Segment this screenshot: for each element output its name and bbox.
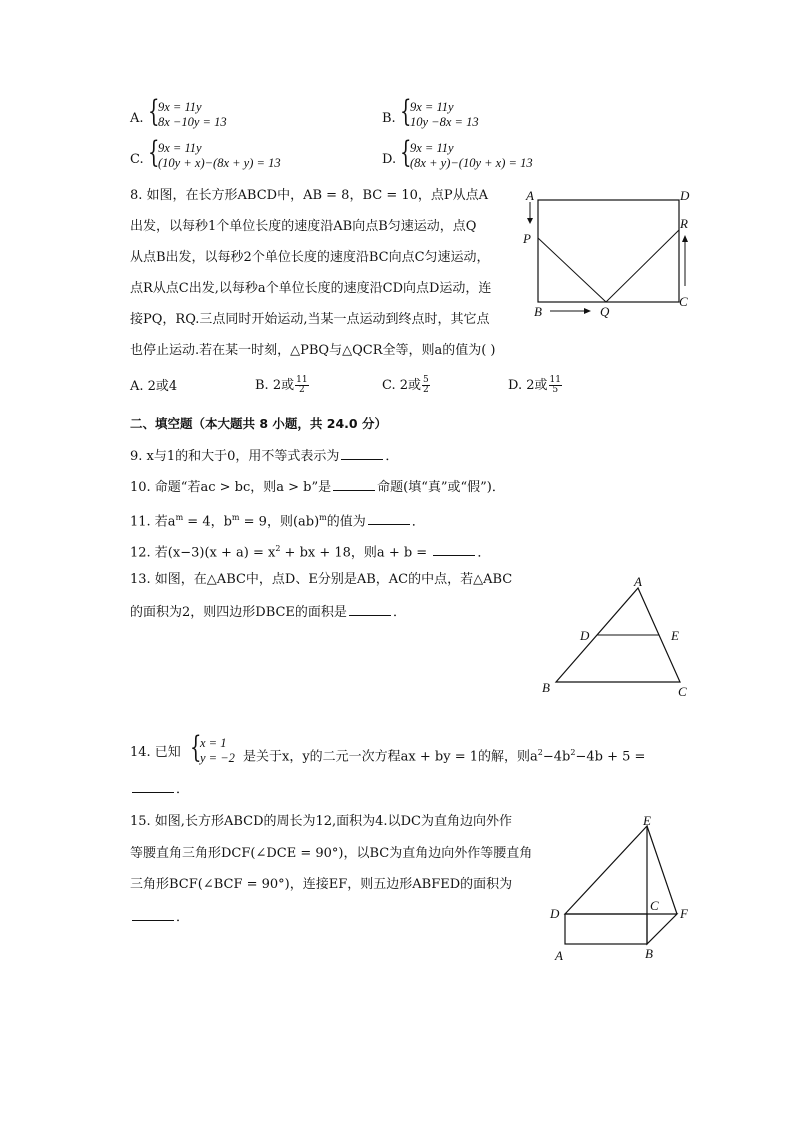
label-b: B [542,680,550,695]
q15-answer: ． [130,908,189,927]
brace-icon: { [400,94,412,129]
q15-line1: 15. 如图,长方形ABCD的周长为12,面积为4.以DC为直角边向外作 [130,814,512,829]
q7-option-d-label: D. [382,152,397,167]
q8-line1: 8. 如图，在长方形ABCD中，AB = 8，BC = 10，点P从点A [130,188,489,203]
q7-a-eq2: 8x −10y = 13 [158,115,227,129]
arrow-ab-head-icon [527,218,533,224]
brace-icon: { [190,730,202,765]
label-r: R [680,216,688,231]
q14-answer: ． [130,780,189,799]
q13-answer-blank[interactable] [349,603,391,616]
q15-answer-blank[interactable] [132,908,174,921]
q7-d-eq2: (8x + y)−(10y + x) = 13 [410,156,533,170]
brace-icon: { [400,135,412,170]
q8-line5: 接PQ，RQ.三点同时开始运动,当某一点运动到终点时，其它点 [130,312,490,327]
q7-d-eq1: 9x = 11y [410,141,454,155]
label-c: C [678,684,687,699]
label-a: A [634,574,642,589]
q14-prefix: 14. 已知 [130,745,181,760]
arrow-cd-head-icon [682,235,688,242]
q11: 11. 若$a^m = 4$，$b^m = 9$，则(ab)$^m$的值为 ． [130,513,425,530]
label-a: A [526,188,534,203]
q8-option-d: D. 2或 $\frac{11}{5}$ [508,375,561,395]
label-d: D [580,628,590,643]
q15-pentagon-figure [545,812,705,968]
q15-line2: 等腰直角三角形DCF(∠DCE = 90°)，以BC为直角边向外作等腰直角 [130,846,533,861]
q7-option-a-label: A. [130,111,144,126]
q8-line3: 从点B出发，以每秒2个单位长度的速度沿BC向点C匀速运动， [130,250,490,265]
label-f: F [680,906,688,921]
q10: 10. 命题“若ac > bc，则a > b”是 命题(填“真”或“假”)． [130,480,505,495]
q7-option-b-label: B. [382,111,396,126]
q14-eq2: y = −2 [200,751,235,765]
q9: 9. x与1的和大于0，用不等式表示为 ． [130,449,399,464]
label-p: P [523,231,531,246]
q13-line1: 13. 如图，在△ABC中，点D、E分别是AB，AC的中点，若△ABC [130,572,513,587]
label-c: C [650,898,659,913]
q8-line2: 出发，以每秒1个单位长度的速度沿AB向点B匀速运动，点Q [130,219,477,234]
q8-line6: 也停止运动.若在某一时刻，△PBQ与△QCR全等，则a的值为( ) [130,343,496,358]
q7-option-c-label: C. [130,152,144,167]
q13-triangle-figure [538,572,698,700]
q7-c-eq1: 9x = 11y [158,141,202,155]
label-d: D [550,906,560,921]
q8-option-c: C. 2或 $\frac{5}{2}$ [382,375,429,395]
q14-answer-blank[interactable] [132,780,174,793]
label-d: D [680,188,690,203]
q15-line3: 三角形BCF(∠BCF = 90°)，连接EF，则五边形ABFED的面积为 [130,877,513,892]
brace-icon: { [148,135,160,170]
arrow-bc-head-icon [584,308,591,314]
label-b: B [534,304,542,319]
label-c: C [679,294,688,309]
q12: 12. 若$(x-3)(x + a) = x^2$ + bx + 18，则a + b = ． [130,544,491,561]
q11-answer-blank[interactable] [368,512,410,525]
segment-pq [538,238,606,302]
label-b: B [645,946,653,961]
triangle-bcf [647,914,677,944]
q8-option-b: B. 2或 $\frac{11}{2}$ [255,375,308,395]
q8-d-fraction: $\frac{11}{5}$ [549,375,561,395]
q8-rectangle-figure [520,186,700,320]
q8-line4: 点R从点C出发,以每秒a个单位长度的速度沿CD向点D运动，连 [130,281,492,296]
q7-a-eq1: 9x = 11y [158,100,202,114]
q14-eq1: x = 1 [200,736,227,750]
triangle-dce [565,826,647,914]
q8-b-fraction: $\frac{11}{2}$ [296,375,308,395]
brace-icon: { [148,94,160,129]
label-q: Q [600,304,610,319]
q12-answer-blank[interactable] [433,543,475,556]
q8-c-fraction: $\frac{5}{2}$ [423,375,429,395]
label-e: E [643,813,651,828]
segment-qr [606,230,679,302]
q14-rest: 是关于x，y的二元一次方程ax + by = 1的解，则$a^2-4b^2-4b + 5$ = [243,748,646,765]
q7-c-eq2: (10y + x)−(8x + y) = 13 [158,156,281,170]
label-a: A [555,948,563,963]
section2-heading: 二、填空题（本大题共 8 小题，共 24.0 分） [130,416,387,431]
q10-answer-blank[interactable] [333,478,375,491]
q13-line2: 的面积为2，则四边形DBCE的面积是 ． [130,605,406,620]
q9-answer-blank[interactable] [341,447,383,460]
q8-option-a: A. 2或4 [130,379,178,394]
label-e: E [671,628,679,643]
rectangle-abcd [565,914,647,944]
q7-b-eq1: 9x = 11y [410,100,454,114]
q7-b-eq2: 10y −8x = 13 [410,115,479,129]
